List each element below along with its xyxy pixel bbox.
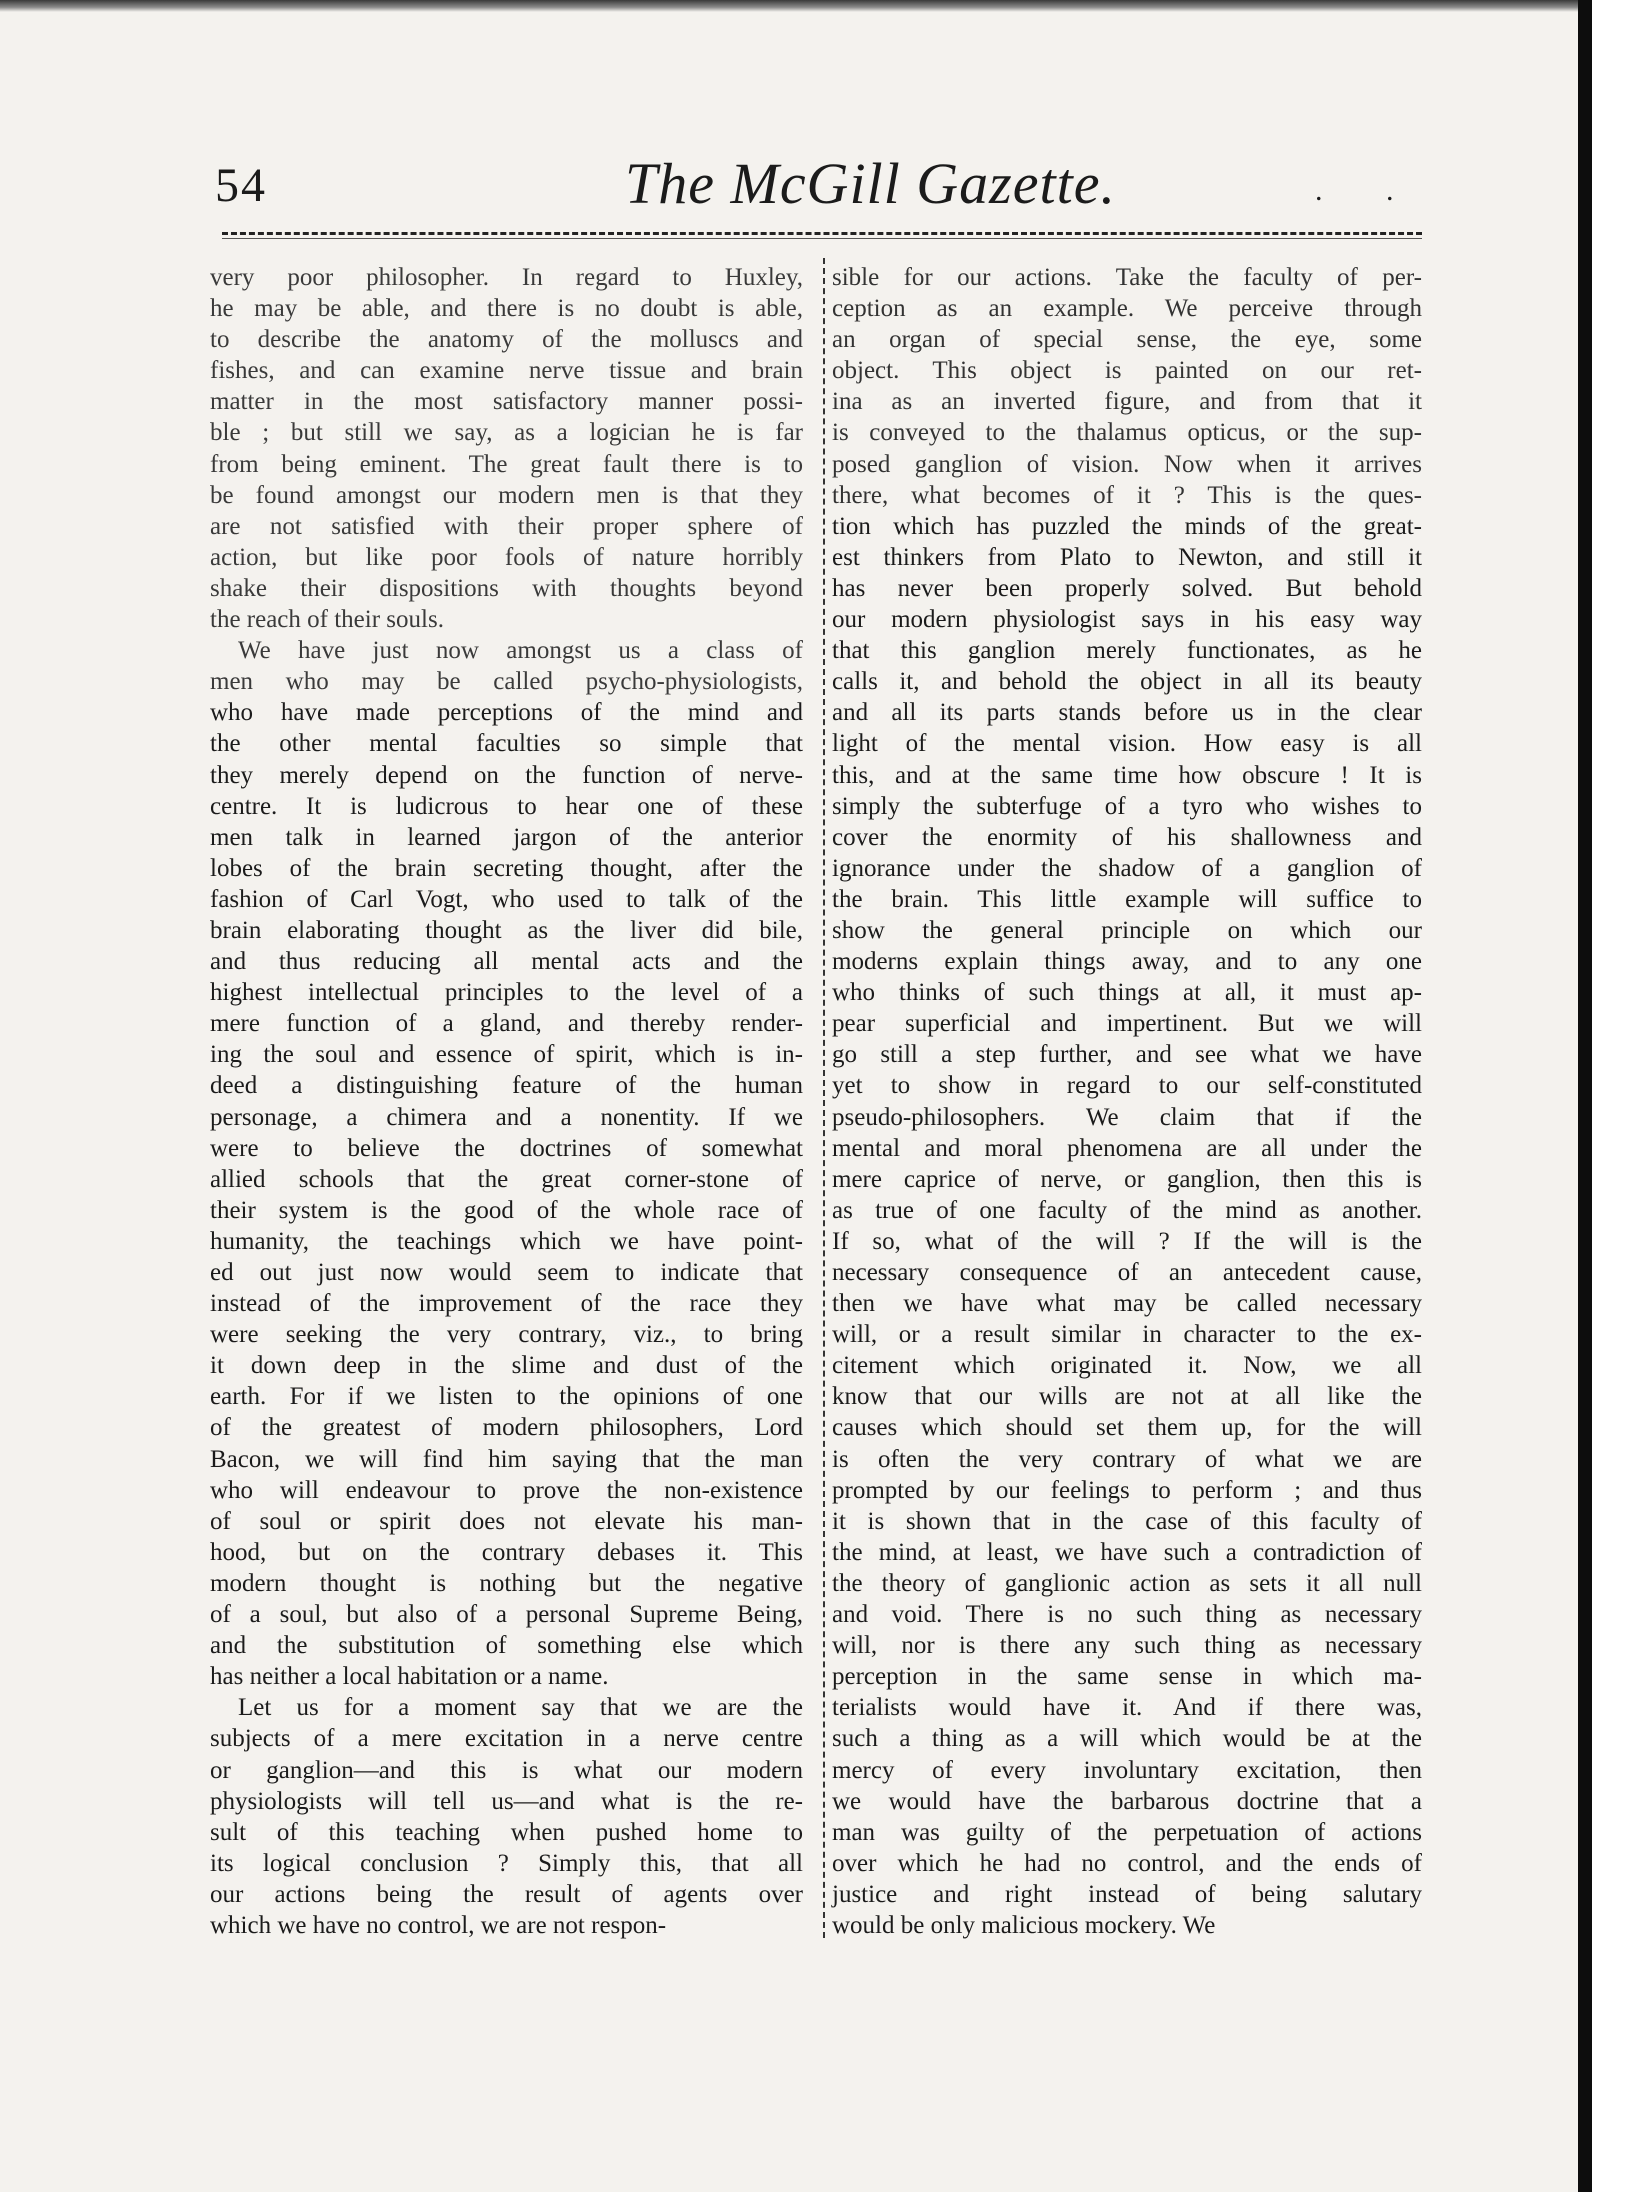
text-line: and thus reducing all mental acts and the <box>210 948 803 976</box>
text-line: light of the mental vision. How easy is all <box>832 730 1422 758</box>
page-title: The McGill Gazette. <box>625 151 1116 216</box>
text-line: humanity, the teachings which we have point- <box>210 1227 803 1255</box>
text-line: fishes, and can examine nerve tissue and brain <box>210 357 803 385</box>
text-line: action, but like poor fools of nature horribly <box>210 543 803 571</box>
text-line: Bacon, we will find him saying that the man <box>210 1445 803 1473</box>
text-line: ed out just now would seem to indicate that <box>210 1259 803 1286</box>
page-number: 54 <box>215 159 267 212</box>
text-line: such a thing as a will which would be at the <box>832 1725 1422 1753</box>
scan-top-edge <box>0 0 1640 12</box>
text-line: ble ; but still we say, as a logician he is far <box>210 419 803 447</box>
text-line: our actions being the result of agents over <box>210 1880 803 1908</box>
text-line: causes which should set them up, for the will <box>832 1414 1422 1442</box>
text-line: pear superficial and impertinent. But we will <box>832 1010 1422 1038</box>
text-line: that this ganglion merely functionates, as he <box>832 637 1422 665</box>
text-line: our modern physiologist says in his easy way <box>832 606 1422 634</box>
text-line: modern thought is nothing but the negative <box>210 1569 803 1597</box>
text-line: man was guilty of the perpetuation of actions <box>832 1818 1422 1846</box>
text-line: mere function of a gland, and thereby render- <box>210 1010 803 1038</box>
text-line: are not satisfied with their proper sphere of <box>210 512 803 540</box>
text-line: and the substitution of something else which <box>210 1632 803 1660</box>
text-line: deed a distinguishing feature of the human <box>210 1072 803 1100</box>
text-line: justice and right instead of being salutary <box>832 1880 1422 1908</box>
text-line: mere caprice of nerve, or ganglion, then this is <box>832 1165 1422 1193</box>
left-column <box>210 262 803 1941</box>
text-line: the other mental faculties so simple that <box>210 730 803 758</box>
text-line: fashion of Carl Vogt, who used to talk of the <box>210 885 803 913</box>
header-rule <box>222 232 1422 235</box>
text-line: it down deep in the slime and dust of the <box>210 1352 803 1380</box>
text-line: ina as an inverted figure, and from that it <box>832 388 1422 416</box>
text-line: object. This object is painted on our ret- <box>832 357 1422 385</box>
text-line: go still a step further, and see what we have <box>832 1041 1422 1069</box>
text-line: the theory of ganglionic action as sets it all null <box>832 1569 1422 1597</box>
text-line: mercy of every involuntary excitation, then <box>832 1756 1422 1784</box>
text-line: We have just now amongst us a class of <box>238 637 803 665</box>
text-line: were to believe the doctrines of somewhat <box>210 1134 803 1162</box>
text-line: sible for our actions. Take the faculty of per- <box>832 264 1422 291</box>
text-line: moderns explain things away, and to any one <box>832 948 1422 976</box>
text-line: which we have no control, we are not respon- <box>210 1911 667 1939</box>
text-line: will, or a result similar in character to the ex- <box>832 1321 1422 1349</box>
text-line: men talk in learned jargon of the anterior <box>210 823 803 851</box>
text-line: he may be able, and there is no doubt is able, <box>210 295 803 323</box>
header-dots: . . <box>1315 174 1422 207</box>
text-line: there, what becomes of it ? This is the ques- <box>832 481 1422 509</box>
text-line: Let us for a moment say that we are the <box>238 1694 803 1722</box>
text-line: who will endeavour to prove the non-existence <box>210 1476 803 1504</box>
text-line: instead of the improvement of the race they <box>210 1290 803 1318</box>
text-line: posed ganglion of vision. Now when it arrives <box>832 450 1422 478</box>
text-line: and void. There is no such thing as necessary <box>832 1601 1422 1629</box>
text-line: sult of this teaching when pushed home to <box>210 1818 803 1846</box>
text-line: of a soul, but also of a personal Supreme Being, <box>210 1601 803 1629</box>
text-line: subjects of a mere excitation in a nerve centre <box>210 1725 803 1753</box>
text-line: an organ of special sense, the eye, some <box>832 326 1422 354</box>
text-line: will, nor is there any such thing as necessary <box>832 1632 1422 1660</box>
text-line: of the greatest of modern philosophers, Lord <box>210 1414 803 1442</box>
text-line: perception in the same sense in which ma- <box>832 1663 1422 1691</box>
text-line: brain elaborating thought as the liver did bile, <box>210 916 803 944</box>
text-line: est thinkers from Plato to Newton, and still it <box>832 543 1422 571</box>
text-line: would be only malicious mockery. We <box>832 1911 1216 1939</box>
header-rule-thin <box>222 238 1422 239</box>
text-line: necessary consequence of an antecedent cause, <box>832 1259 1422 1286</box>
text-line: matter in the most satisfactory manner possi- <box>210 388 803 416</box>
text-line: physiologists will tell us—and what is the re- <box>210 1787 803 1815</box>
text-line: has never been properly solved. But behold <box>832 574 1422 602</box>
text-line: lobes of the brain secreting thought, after the <box>210 854 803 882</box>
text-line: is conveyed to the thalamus opticus, or the sup- <box>832 419 1422 447</box>
text-line: tion which has puzzled the minds of the great- <box>832 512 1422 540</box>
text-line: ception as an example. We perceive through <box>832 295 1422 323</box>
text-line: to describe the anatomy of the molluscs and <box>210 326 803 354</box>
text-line: then we have what may be called necessary <box>832 1290 1422 1318</box>
text-line: earth. For if we listen to the opinions of one <box>210 1383 803 1411</box>
text-line: simply the subterfuge of a tyro who wishes to <box>832 792 1422 820</box>
text-line: of soul or spirit does not elevate his man- <box>210 1507 803 1535</box>
text-line: from being eminent. The great fault there is to <box>210 450 803 478</box>
text-line: it is shown that in the case of this faculty of <box>832 1507 1422 1535</box>
text-line: and all its parts stands before us in the clear <box>832 699 1422 727</box>
text-line: they merely depend on the function of nerve- <box>210 761 803 789</box>
text-line: shake their dispositions with thoughts beyond <box>210 574 803 602</box>
text-line: show the general principle on which our <box>832 916 1422 944</box>
text-line: pseudo-philosophers. We claim that if the <box>832 1103 1422 1131</box>
text-line: yet to show in regard to our self-constituted <box>832 1072 1422 1100</box>
text-line: has neither a local habitation or a name. <box>210 1663 609 1691</box>
text-line: this, and at the same time how obscure ! It is <box>832 761 1422 789</box>
text-line: cover the enormity of his shallowness and <box>832 823 1422 851</box>
text-line: we would have the barbarous doctrine that a <box>832 1787 1422 1815</box>
text-line: their system is the good of the whole race of <box>210 1196 803 1224</box>
text-line: hood, but on the contrary debases it. This <box>210 1538 803 1566</box>
text-line: were seeking the very contrary, viz., to bring <box>210 1321 803 1349</box>
text-line: or ganglion—and this is what our modern <box>210 1756 803 1784</box>
text-line: mental and moral phenomena are all under the <box>832 1134 1422 1162</box>
text-line: who have made perceptions of the mind and <box>210 699 803 727</box>
page-header <box>215 150 1430 230</box>
text-line: highest intellectual principles to the level of a <box>210 979 803 1007</box>
text-line: the brain. This little example will suffice to <box>832 885 1422 913</box>
text-line: be found amongst our modern men is that they <box>210 481 803 509</box>
text-line: the mind, at least, we have such a contradiction of <box>832 1538 1422 1566</box>
text-line: its logical conclusion ? Simply this, that all <box>210 1849 803 1877</box>
text-line: prompted by our feelings to perform ; and thus <box>832 1476 1422 1504</box>
text-line: allied schools that the great corner-stone of <box>210 1165 803 1193</box>
text-line: personage, a chimera and a nonentity. If we <box>210 1103 803 1131</box>
text-line: ignorance under the shadow of a ganglion of <box>832 854 1422 882</box>
text-line: who thinks of such things at all, it must ap- <box>832 979 1422 1007</box>
text-line: calls it, and behold the object in all its beauty <box>832 668 1422 696</box>
right-column <box>832 262 1422 1941</box>
text-line: ing the soul and essence of spirit, which is in- <box>210 1041 803 1069</box>
scan-right-edge <box>1578 0 1640 2192</box>
text-line: centre. It is ludicrous to hear one of these <box>210 792 803 820</box>
column-divider <box>823 258 825 1938</box>
text-line: over which he had no control, and the ends of <box>832 1849 1422 1877</box>
text-line: very poor philosopher. In regard to Huxley, <box>210 264 803 291</box>
text-line: terialists would have it. And if there was, <box>832 1694 1422 1722</box>
text-line: know that our wills are not at all like the <box>832 1383 1422 1411</box>
text-line: If so, what of the will ? If the will is the <box>832 1227 1422 1255</box>
text-line: as true of one faculty of the mind as another. <box>832 1196 1422 1224</box>
text-line: men who may be called psycho-physiologists, <box>210 668 803 696</box>
text-line: citement which originated it. Now, we all <box>832 1352 1422 1380</box>
text-line: is often the very contrary of what we are <box>832 1445 1422 1473</box>
text-line: the reach of their souls. <box>210 606 444 634</box>
